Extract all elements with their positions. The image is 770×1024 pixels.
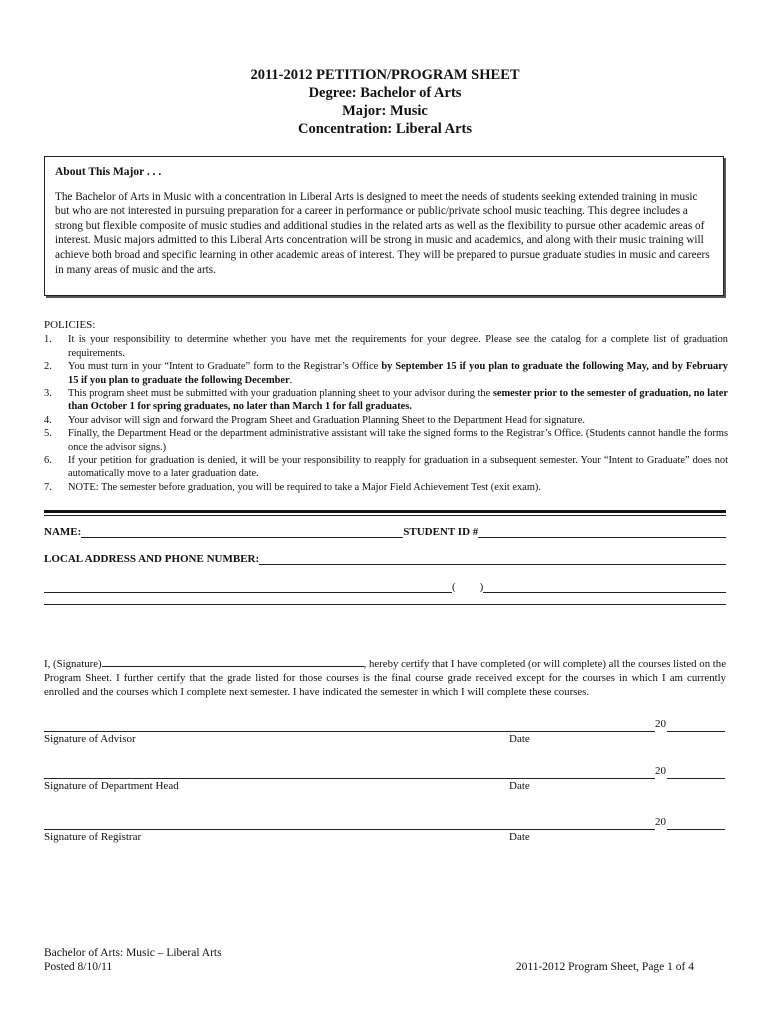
year-prefix: 20 — [655, 765, 666, 777]
policy-number: 1. — [44, 334, 52, 346]
name-row — [44, 525, 726, 538]
document-title — [0, 66, 770, 138]
about-heading: About This Major . . . — [55, 166, 162, 178]
footer-page-number: 2011-2012 Program Sheet, Page 1 of 4 — [515, 961, 694, 973]
degree-line: Degree: Bachelor of Arts — [308, 85, 462, 101]
year-prefix: 20 — [655, 718, 666, 730]
dept-head-year-field[interactable] — [667, 765, 725, 779]
policy-text: Finally, the Department Head or the department administrative assistant will take the signed forms to the Registrar’s Office. (Students cannot handle the forms once the advisor signs.) — [68, 428, 728, 453]
policy-item — [44, 427, 728, 454]
policy-number: 3. — [44, 388, 52, 400]
policy-item — [44, 414, 728, 427]
title-line: 2011-2012 PETITION/PROGRAM SHEET — [250, 67, 520, 83]
certify-prefix: I, (Signature) — [44, 658, 102, 670]
phone-close-paren: ) — [479, 581, 484, 593]
address-row-3 — [44, 592, 726, 605]
policy-number: 4. — [44, 414, 52, 426]
section-divider-thin — [44, 515, 726, 516]
name-label: NAME: — [44, 526, 82, 538]
major-line: Major: Music — [342, 103, 428, 119]
section-divider — [44, 510, 726, 513]
concentration-line: Concentration: Liberal Arts — [298, 121, 472, 137]
registrar-signature-field[interactable] — [44, 816, 655, 830]
address-label: LOCAL ADDRESS AND PHONE NUMBER: — [44, 553, 260, 565]
registrar-signature-label: Signature of Registrar — [44, 831, 142, 843]
about-major-box — [44, 156, 724, 296]
policy-item — [44, 387, 728, 414]
address-line-3[interactable] — [44, 592, 726, 605]
policy-item — [44, 481, 728, 494]
advisor-signature-label: Signature of Advisor — [44, 733, 136, 745]
advisor-year-field[interactable] — [667, 718, 725, 732]
dept-head-signature-label: Signature of Department Head — [44, 780, 179, 792]
registrar-year-field[interactable] — [667, 816, 725, 830]
policy-text: It is your responsibility to determine whether you have met the requirements for your degree. Please see the catalog for a complete list of graduation requirements. — [68, 334, 728, 359]
policy-item — [44, 454, 728, 481]
about-body: The Bachelor of Arts in Music with a concentration in Liberal Arts is designed to meet the needs of students seeking extended training in music but who are not interested in pursuing preparation for a career in performance or public/private school music teaching. This degree includes a strong but flexible composite of music studies and additional studies in the related arts as well as the flexibility to pursue other academic areas of interest. Music majors admitted to this Liberal Arts concentration will be strong in music and academics, and along with their music training will achieve both broad and specific learning in other academic areas of interest. They will be prepared to pursue graduate studies in music and careers in many areas of music and the arts. — [55, 190, 710, 276]
year-prefix: 20 — [655, 816, 666, 828]
advisor-signature-field[interactable] — [44, 718, 655, 732]
policies-heading: POLICIES: — [44, 319, 96, 331]
footer-left — [44, 946, 222, 974]
policy-text: If your petition for graduation is denied, it will be your responsibility to reapply for graduation in a subsequent semester. Your “Intent to Graduate” does not automatically move to a later graduation date. — [68, 455, 728, 480]
certification-statement — [44, 656, 726, 699]
date-label: Date — [509, 733, 530, 745]
policies-section — [44, 319, 728, 494]
phone-open-paren: ( — [452, 581, 456, 593]
student-id-field[interactable] — [478, 525, 726, 538]
footer-program: Bachelor of Arts: Music – Liberal Arts — [44, 947, 222, 959]
policy-number: 5. — [44, 428, 52, 440]
policy-number: 7. — [44, 481, 52, 493]
policy-text: Your advisor will sign and forward the Program Sheet and Graduation Planning Sheet to the Department Head for signature. — [68, 414, 585, 426]
footer-posted: Posted 8/10/11 — [44, 961, 113, 973]
policy-text: You must turn in your “Intent to Graduate” form to the Registrar’s Office by September 15 if you plan to graduate the following May, and by February 15 if you plan to graduate the following December. — [68, 361, 729, 386]
policy-item — [44, 333, 728, 360]
name-field[interactable] — [81, 525, 403, 538]
certify-signature-field[interactable] — [102, 656, 364, 667]
student-id-label: STUDENT ID # — [403, 526, 479, 538]
address-field[interactable] — [259, 552, 726, 565]
policy-item — [44, 360, 728, 387]
date-label: Date — [509, 831, 530, 843]
address-row — [44, 552, 726, 565]
certify-text: , hereby certify that I have completed (or will complete) all the courses listed on the Program Sheet. I further certify that the grade listed for those courses is the final course grade received except for the courses in which I am currently enrolled and the courses which I complete next semester. I have indicated the semester in which I will complete these courses. — [44, 658, 726, 698]
policy-number: 2. — [44, 361, 52, 373]
policy-text: NOTE: The semester before graduation, you will be required to take a Major Field Achievement Test (exit exam). — [68, 481, 541, 493]
policy-text: This program sheet must be submitted with your graduation planning sheet to your advisor during the semester prior to the semester of graduation, no later than October 1 for spring graduates, no later than March 1 for fall graduates. — [68, 388, 728, 413]
date-label: Date — [509, 780, 530, 792]
dept-head-signature-field[interactable] — [44, 765, 655, 779]
policy-number: 6. — [44, 455, 52, 467]
